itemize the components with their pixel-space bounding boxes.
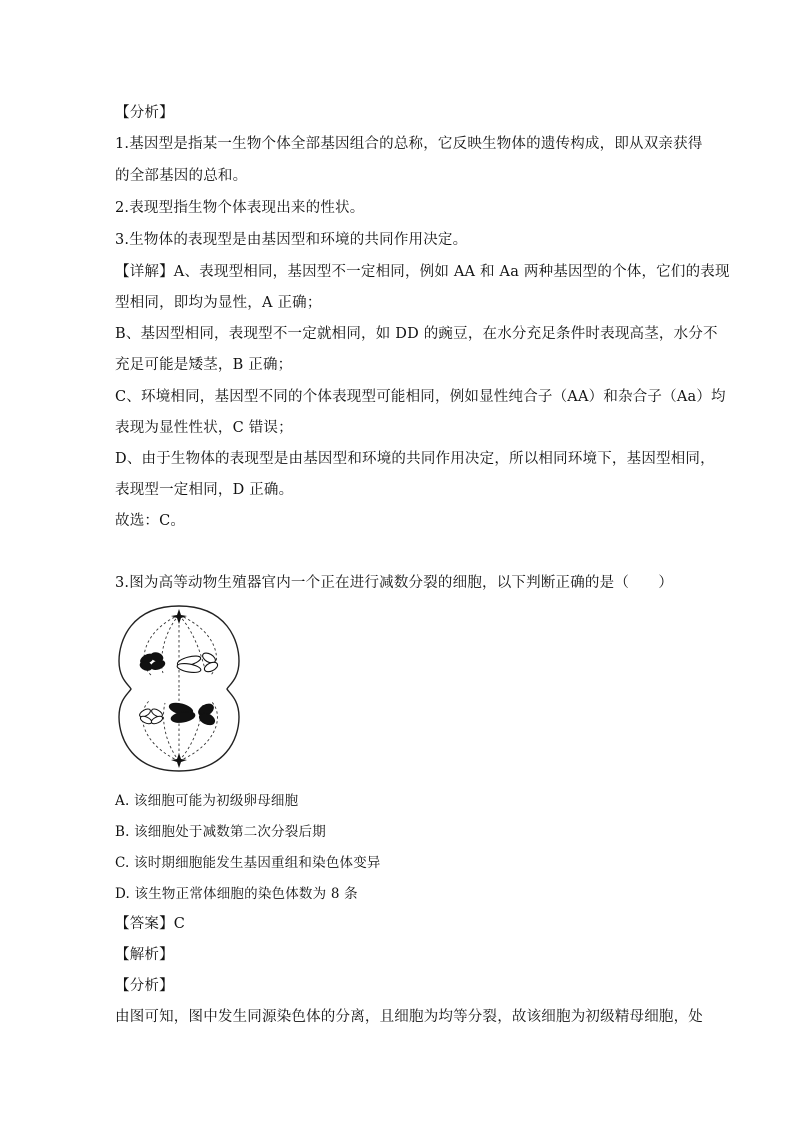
option-d: D. 该生物正常体细胞的染色体数为 8 条 [115,886,358,902]
detail-option-a-line-1: 【详解】A、表现型相同，基因型不一定相同，例如 AA 和 Aa 两种基因型的个体，它们的表现 [115,264,730,280]
analysis-point-1-line-2: 的全部基因的总和。 [115,168,248,184]
option-b: B. 该细胞处于减数第二次分裂后期 [115,824,326,840]
centrosome-top [171,609,187,624]
detail-option-a-line-2: 型相同，即均为显性，A 正确； [115,295,322,311]
chromosome-lower-black [168,701,216,727]
answer: 【答案】C [115,916,186,932]
chromosome-lower-white [138,707,163,725]
question-3-stem: 3.图为高等动物生殖器官内一个正在进行减数分裂的细胞，以下判断正确的是（ ） [115,575,674,591]
detail-option-b-line-2: 充足可能是矮茎，B 正确； [115,357,293,373]
option-c: C. 该时期细胞能发生基因重组和染色体变异 [115,855,381,871]
analysis-point-3: 3.生物体的表现型是由基因型和环境的共同作用决定。 [115,232,468,248]
analysis-heading: 【分析】 [115,105,174,121]
detail-choice: 故选：C。 [115,513,186,529]
detail-option-d-line-2: 表现型一定相同，D 正确。 [115,482,294,498]
centrosome-bottom [171,753,187,768]
analysis-point-2: 2.表现型指生物个体表现出来的性状。 [115,200,365,216]
meiosis-cell-figure [115,603,243,775]
chromosome-upper-white [176,651,219,674]
spindle-fibres [142,615,217,761]
detail-option-c-line-1: C、环境相同，基因型不同的个体表现型可能相同，例如显性纯合子（AA）和杂合子（Aa）均 [115,389,726,405]
option-a: A. 该细胞可能为初级卵母细胞 [115,793,299,809]
detail-option-b-line-1: B、基因型相同，表现型不一定就相同，如 DD 的豌豆，在水分充足条件时表现高茎，水分不 [115,326,718,342]
explanation-heading: 【解析】 [115,947,174,963]
chromosome-upper-black [139,651,166,672]
analysis-2-line-1: 由图可知，图中发生同源染色体的分离，且细胞为均等分裂，故该细胞为初级精母细胞，处 [115,1009,703,1025]
analysis-heading-2: 【分析】 [115,978,174,994]
detail-option-c-line-2: 表现为显性性状，C 错误； [115,420,293,436]
detail-option-d-line-1: D、由于生物体的表现型是由基因型和环境的共同作用决定，所以相同环境下，基因型相同， [115,451,715,467]
analysis-point-1-line-1: 1.基因型是指某一生物个体全部基因组合的总称，它反映生物体的遗传构成，即从双亲获得 [115,136,703,152]
